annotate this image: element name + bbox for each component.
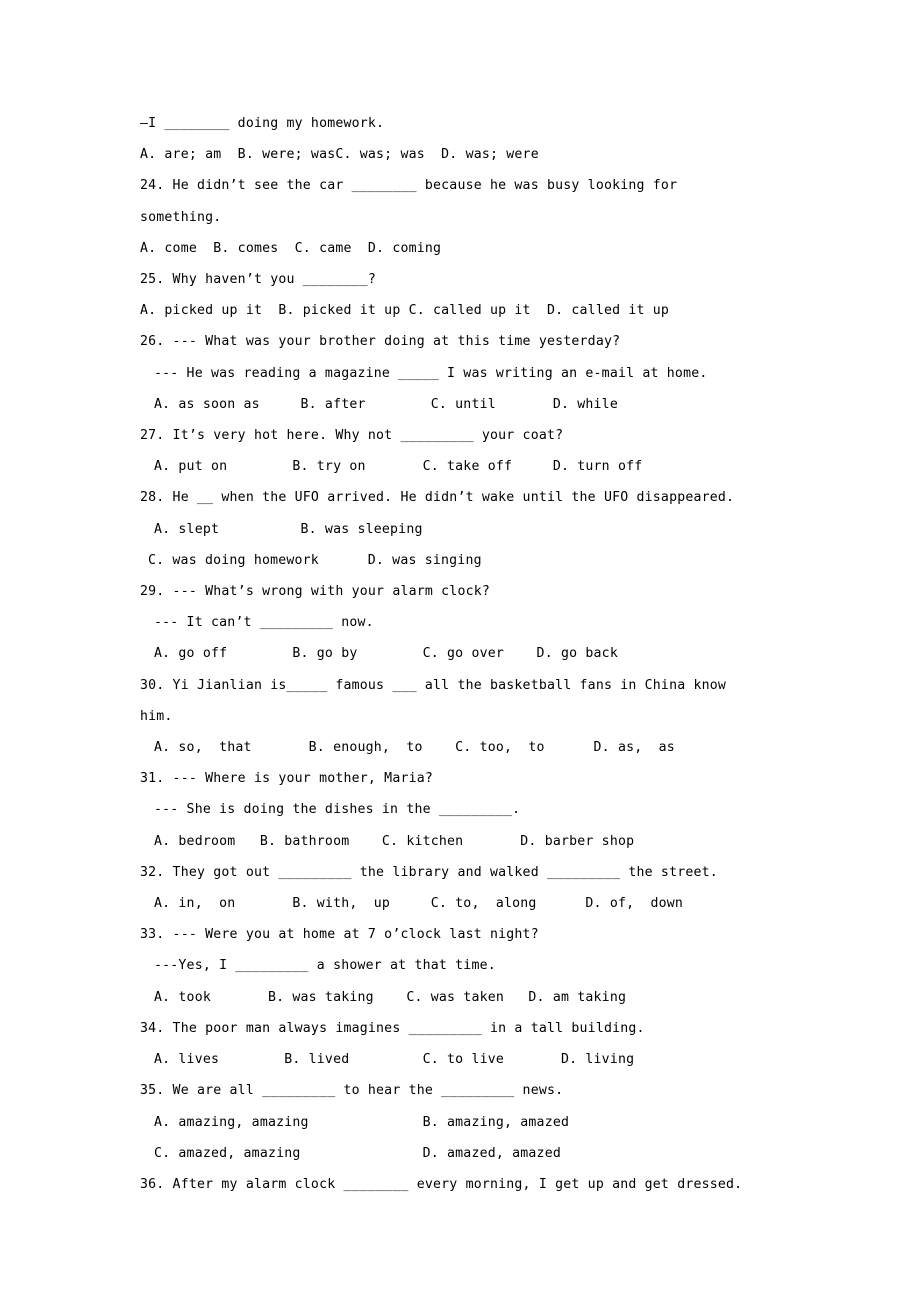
text-line: —I ________ doing my homework.	[140, 116, 385, 131]
text-line: --- She is doing the dishes in the _________.	[154, 802, 521, 818]
text-line: 26. --- What was your brother doing at this time yesterday?	[140, 334, 621, 350]
text-line: 27. It’s very hot here. Why not _________ your coat?	[140, 428, 564, 444]
text-line: A. picked up it B. picked it up C. called up it D. called it up	[140, 303, 670, 319]
text-line: A. in, on B. with, up C. to, along D. of, down	[154, 896, 684, 912]
text-line: 25. Why haven’t you ________?	[140, 272, 377, 288]
text-line: A. as soon as B. after C. until D. while	[154, 396, 618, 412]
text-line: A. are; am B. were; wasC. was; was D. was; were	[140, 147, 539, 163]
text-line: 24. He didn’t see the car ________ because he was busy looking for something.	[140, 178, 686, 225]
text-line: --- It can’t _________ now.	[154, 615, 374, 631]
text-line: A. lives B. lived C. to live D. living	[154, 1052, 635, 1068]
text-line: 30. Yi Jianlian is_____ famous ___ all the basketball fans in China know him.	[140, 677, 735, 724]
text-line: A. slept B. was sleeping	[154, 521, 423, 537]
text-line: C. was doing homework D. was singing	[148, 552, 482, 568]
text-line: 36. After my alarm clock ________ every morning, I get up and get dressed.	[140, 1176, 743, 1192]
text-line: A. so, that B. enough, to C. too, to D. as, as	[154, 740, 675, 756]
text-line: A. took B. was taking C. was taken D. am taking	[154, 989, 627, 1005]
text-line: 31. --- Where is your mother, Maria?	[140, 771, 434, 787]
text-line: 34. The poor man always imagines _________ in a tall building.	[140, 1020, 645, 1036]
text-line: C. amazed, amazing D. amazed, amazed	[154, 1145, 561, 1161]
text-line: A. put on B. try on C. take off D. turn off	[154, 459, 643, 475]
text-line: 28. He __ when the UFO arrived. He didn’t wake until the UFO disappeared.	[140, 490, 735, 506]
text-line: ---Yes, I _________ a shower at that time.	[154, 958, 496, 974]
text-line: --- He was reading a magazine _____ I was writing an e-mail at home.	[154, 365, 708, 381]
text-line: 32. They got out _________ the library and walked _________ the street.	[140, 864, 718, 880]
text-line: 35. We are all _________ to hear the _________ news.	[140, 1083, 564, 1099]
text-line: A. come B. comes C. came D. coming	[140, 240, 442, 256]
text-line: A. bedroom B. bathroom C. kitchen D. barber shop	[154, 833, 635, 849]
text-line: A. go off B. go by C. go over D. go back	[154, 646, 618, 662]
text-line: A. amazing, amazing B. amazing, amazed	[154, 1114, 570, 1130]
text-line: 33. --- Were you at home at 7 o’clock last night?	[140, 927, 539, 943]
text-line: 29. --- What’s wrong with your alarm clock?	[140, 584, 491, 600]
